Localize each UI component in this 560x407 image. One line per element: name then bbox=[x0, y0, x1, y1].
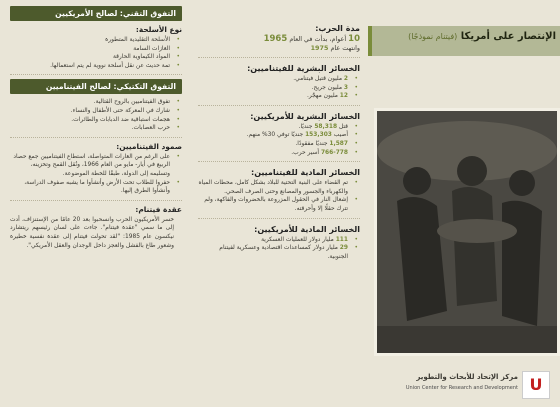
list-item: • 3 مليون جريح. bbox=[198, 84, 350, 93]
logo-english: Union Center for Research and Development bbox=[405, 385, 518, 391]
list-item: • 29 مليار دولار كمساعدات اقتصادية وعسكرية لفيتنام الجنوبية. bbox=[198, 244, 350, 261]
list-item: • حفروا للطلاب تحت الأرض وأنشأوا ما يشبه صفوف الدراسة، وأنشأوا الطرق إليها. bbox=[10, 179, 172, 196]
divider bbox=[10, 74, 182, 75]
duration-num: 10 bbox=[348, 34, 360, 44]
divider bbox=[198, 105, 360, 106]
viet-losses-title: الخسائر البشرية للفيتناميين: bbox=[247, 64, 360, 73]
list-item: • أصيب 153,303 جنديًا توفي 30% منهم. bbox=[198, 131, 350, 140]
list-item: • تمة حديث عن نقل أسلحة نووية لم يتم استعمالها. bbox=[10, 62, 172, 71]
list-item: • على الرغم من الغارات المتواصلة، استطاع الفيتناميين جمع حصاد الربيع في أيار- مايو من العام 1966، ونُقل القمح وتخزينه، وتسليمه إلى الدولة، طبقًا للخطة الموضوعة. bbox=[10, 153, 172, 179]
logo-area bbox=[374, 365, 554, 401]
soldiers-photo bbox=[374, 108, 560, 356]
us-losses-list bbox=[198, 123, 360, 157]
weapons-list bbox=[10, 36, 182, 70]
page-title bbox=[408, 31, 556, 42]
list-item: • تفوق الفيتناميين بالروح القتالية. bbox=[10, 98, 172, 107]
divider bbox=[198, 218, 360, 219]
list-item: • حرب العصابات. bbox=[10, 124, 172, 133]
list-item: • 1,587 جنديًا مفقودًا. bbox=[198, 140, 350, 149]
duration-text-a: أعوام، بدأت في العام bbox=[289, 35, 347, 43]
list-item: • 766-778 أسير حرب. bbox=[198, 149, 350, 158]
tactic-header: التفوق التكتيكي: لصالح الفيتناميين bbox=[10, 79, 182, 94]
logo-arabic: مركز الإتحاد للأبحاث والتطوير bbox=[416, 373, 518, 381]
duration-title: مدة الحرب: bbox=[315, 24, 360, 33]
us-material-title: الخسائر المادية للأمريكيين: bbox=[254, 224, 360, 234]
steadfast-list bbox=[10, 153, 182, 196]
divider bbox=[198, 161, 360, 162]
soldiers-illustration bbox=[377, 111, 557, 353]
list-item: • الغازات السامة bbox=[10, 45, 172, 54]
viet-material-title: الخسائر المادية للفيتناميين: bbox=[251, 168, 360, 178]
duration-text-b: وانتهت عام bbox=[330, 44, 360, 52]
title-main: الإنتصار على أمريكا bbox=[460, 31, 556, 42]
steadfast-title: صمود الفيتناميين: bbox=[116, 141, 182, 151]
list-item: • 2 مليون قتيل فيتنامي. bbox=[198, 75, 350, 84]
us-material-list bbox=[198, 236, 360, 262]
viet-material-list bbox=[198, 179, 360, 213]
list-item: • 12 مليون مهجّر. bbox=[198, 92, 350, 101]
divider bbox=[198, 57, 360, 58]
us-losses-title: الخسائر البشرية للأمريكيين: bbox=[250, 111, 360, 121]
list-item: • المواد الكيماوية الحارقة bbox=[10, 53, 172, 62]
list-item: • شارك في المعركة حتى الأطفال والنساء. bbox=[10, 107, 172, 116]
tactic-list bbox=[10, 98, 182, 132]
right-column bbox=[368, 0, 560, 407]
list-item: • هجمات استباقية ضد الدبابات والطائرات. bbox=[10, 116, 172, 125]
duration-text bbox=[198, 35, 360, 53]
title-bar bbox=[368, 26, 560, 56]
union-logo: U bbox=[522, 371, 550, 399]
title-sub: (فيتنام نموذجًا) bbox=[408, 32, 458, 41]
weapons-title: نوع الأسلحة: bbox=[135, 25, 182, 34]
tech-header: التفوق التقني: لصالح الأمريكيين bbox=[10, 6, 182, 21]
list-item: • 111 مليار دولار للعمليات العسكرية bbox=[198, 236, 350, 245]
complex-text: خسر الأمريكيون الحرب وانسحبوا بعد 20 عامًا من الإستنزاف، أدت إلى ما سمي "عقدة فيتنام". جاءت على لسان رئيسهم ريتشارد نيكسون عام 1985: "لقد تحولت فيتنام إلى عقدة نفسية خطيرة وشعور طاغ بالفشل والعجز داخل الوجدان والعقل الأمريكي". bbox=[10, 216, 175, 249]
duration-start: 1965 bbox=[263, 34, 288, 44]
viet-losses-list bbox=[198, 75, 360, 101]
list-item: • الأسلحة التقليدية المتطورة bbox=[10, 36, 172, 45]
divider bbox=[10, 137, 182, 138]
list-item: • قتل 58,318 جنديًا. bbox=[198, 123, 350, 132]
duration-end: 1975 bbox=[310, 44, 329, 52]
list-item: • تم القضاء على البنية التحتية للبلاد بشكل كامل، محطات المياه والكهرباء والجسور والمصانع وحتى الصرف الصحي. bbox=[198, 179, 350, 196]
divider bbox=[10, 200, 182, 201]
list-item: • إشعال النار في الحقول المزروعة بالخضروات والفاكهة، ولم تترك حقلًا إلا وأحرقته. bbox=[198, 196, 350, 213]
left-column bbox=[0, 0, 190, 407]
middle-column bbox=[190, 0, 368, 407]
complex-title: عقدة فيتنام: bbox=[135, 204, 182, 214]
